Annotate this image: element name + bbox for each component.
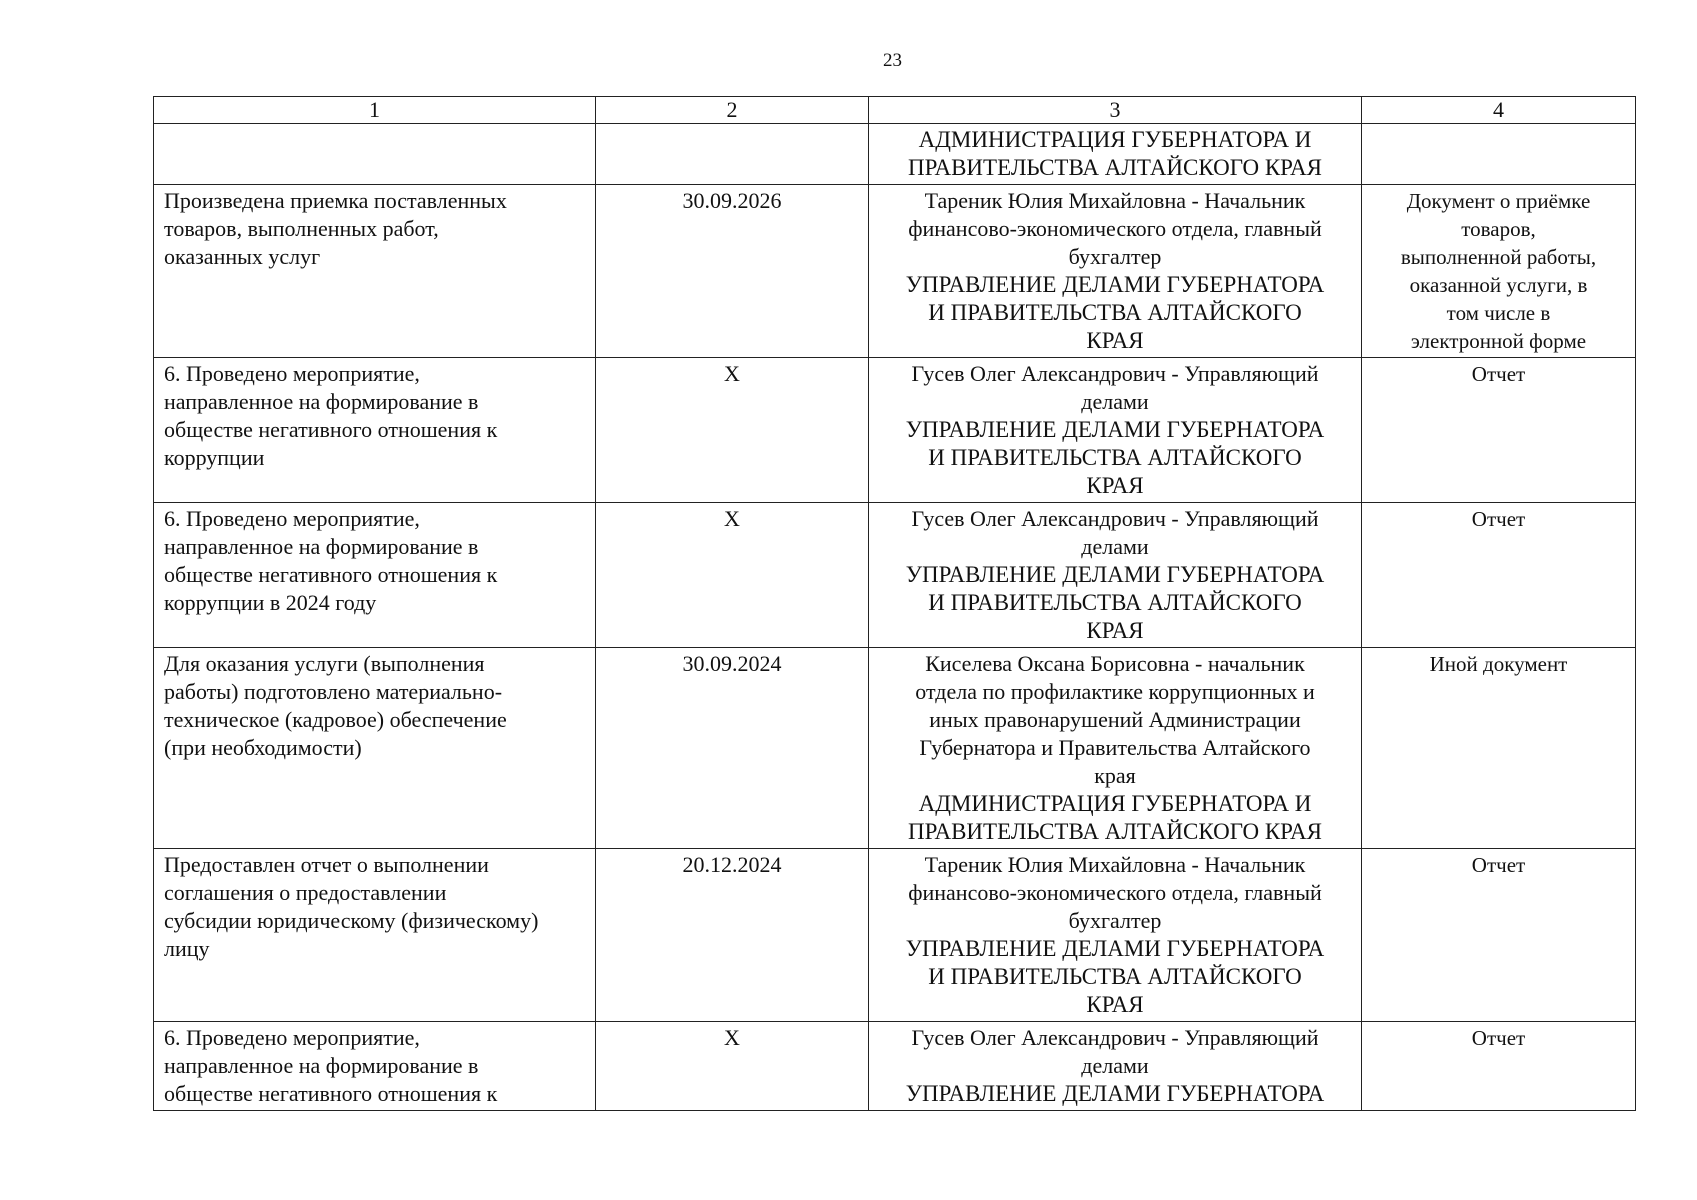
date-cell: X — [596, 1022, 869, 1111]
responsible-cell — [869, 185, 1362, 358]
event-cell: Для оказания услуги (выполнения работы) подготовлено материально- техническое (кадровое) обеспечение (при необходимости) — [154, 648, 596, 849]
date-cell: 20.12.2024 — [596, 849, 869, 1022]
event-cell: Предоставлен отчет о выполнении соглашения о предоставлении субсидии юридическому (физическому) лицу — [154, 849, 596, 1022]
table-row — [154, 185, 1636, 358]
document-cell: Документ о приёмке товаров, выполненной работы, оказанной услуги, в том числе в электронной форме — [1362, 185, 1636, 358]
date-cell — [596, 124, 869, 185]
table-row — [154, 503, 1636, 648]
table-row — [154, 1022, 1636, 1111]
responsible-person: Гусев Олег Александрович - Управляющий делами — [911, 1025, 1319, 1078]
document-cell: Отчет — [1362, 1022, 1636, 1111]
document-cell: Отчет — [1362, 849, 1636, 1022]
column-header-4: 4 — [1362, 97, 1636, 124]
table-header-row — [154, 97, 1636, 124]
responsible-cell — [869, 358, 1362, 503]
table-row — [154, 849, 1636, 1022]
document-cell: Отчет — [1362, 358, 1636, 503]
responsible-organization: АДМИНИСТРАЦИЯ ГУБЕРНАТОРА И ПРАВИТЕЛЬСТВА АЛТАЙСКОГО КРАЯ — [908, 127, 1322, 180]
document-cell: Иной документ — [1362, 648, 1636, 849]
date-cell: X — [596, 503, 869, 648]
responsible-person: Тареник Юлия Михайловна - Начальник финансово-экономического отдела, главный бухгалтер — [908, 188, 1322, 269]
table-row — [154, 358, 1636, 503]
column-header-1: 1 — [154, 97, 596, 124]
table-row — [154, 124, 1636, 185]
event-cell: 6. Проведено мероприятие, направленное на формирование в обществе негативного отношения к коррупции в 2024 году — [154, 503, 596, 648]
page-number: 23 — [883, 50, 902, 71]
date-cell: 30.09.2026 — [596, 185, 869, 358]
responsible-organization: УПРАВЛЕНИЕ ДЕЛАМИ ГУБЕРНАТОРА И ПРАВИТЕЛЬСТВА АЛТАЙСКОГО КРАЯ — [905, 272, 1325, 353]
column-header-3: 3 — [869, 97, 1362, 124]
responsible-person: Тареник Юлия Михайловна - Начальник финансово-экономического отдела, главный бухгалтер — [908, 852, 1322, 933]
responsible-cell — [869, 1022, 1362, 1111]
responsible-organization: УПРАВЛЕНИЕ ДЕЛАМИ ГУБЕРНАТОРА И ПРАВИТЕЛЬСТВА АЛТАЙСКОГО КРАЯ — [905, 417, 1325, 498]
responsible-cell — [869, 648, 1362, 849]
document-cell: Отчет — [1362, 503, 1636, 648]
responsible-organization: УПРАВЛЕНИЕ ДЕЛАМИ ГУБЕРНАТОРА — [905, 1081, 1325, 1106]
date-cell: 30.09.2024 — [596, 648, 869, 849]
responsible-cell — [869, 503, 1362, 648]
responsible-cell — [869, 849, 1362, 1022]
responsible-person: Гусев Олег Александрович - Управляющий делами — [911, 506, 1319, 559]
plan-table — [153, 96, 1636, 1111]
responsible-organization: УПРАВЛЕНИЕ ДЕЛАМИ ГУБЕРНАТОРА И ПРАВИТЕЛЬСТВА АЛТАЙСКОГО КРАЯ — [905, 562, 1325, 643]
event-cell — [154, 124, 596, 185]
event-cell: Произведена приемка поставленных товаров, выполненных работ, оказанных услуг — [154, 185, 596, 358]
responsible-organization: АДМИНИСТРАЦИЯ ГУБЕРНАТОРА И ПРАВИТЕЛЬСТВА АЛТАЙСКОГО КРАЯ — [908, 791, 1322, 844]
event-cell: 6. Проведено мероприятие, направленное на формирование в обществе негативного отношения к — [154, 1022, 596, 1111]
responsible-person: Киселева Оксана Борисовна - начальник отдела по профилактике коррупционных и иных правонарушений Администрации Губернатора и Правительства Алтайского края — [915, 651, 1315, 788]
responsible-person: Гусев Олег Александрович - Управляющий делами — [911, 361, 1319, 414]
responsible-organization: УПРАВЛЕНИЕ ДЕЛАМИ ГУБЕРНАТОРА И ПРАВИТЕЛЬСТВА АЛТАЙСКОГО КРАЯ — [905, 936, 1325, 1017]
responsible-cell — [869, 124, 1362, 185]
column-header-2: 2 — [596, 97, 869, 124]
table-row — [154, 648, 1636, 849]
document-cell — [1362, 124, 1636, 185]
event-cell: 6. Проведено мероприятие, направленное на формирование в обществе негативного отношения к коррупции — [154, 358, 596, 503]
date-cell: X — [596, 358, 869, 503]
